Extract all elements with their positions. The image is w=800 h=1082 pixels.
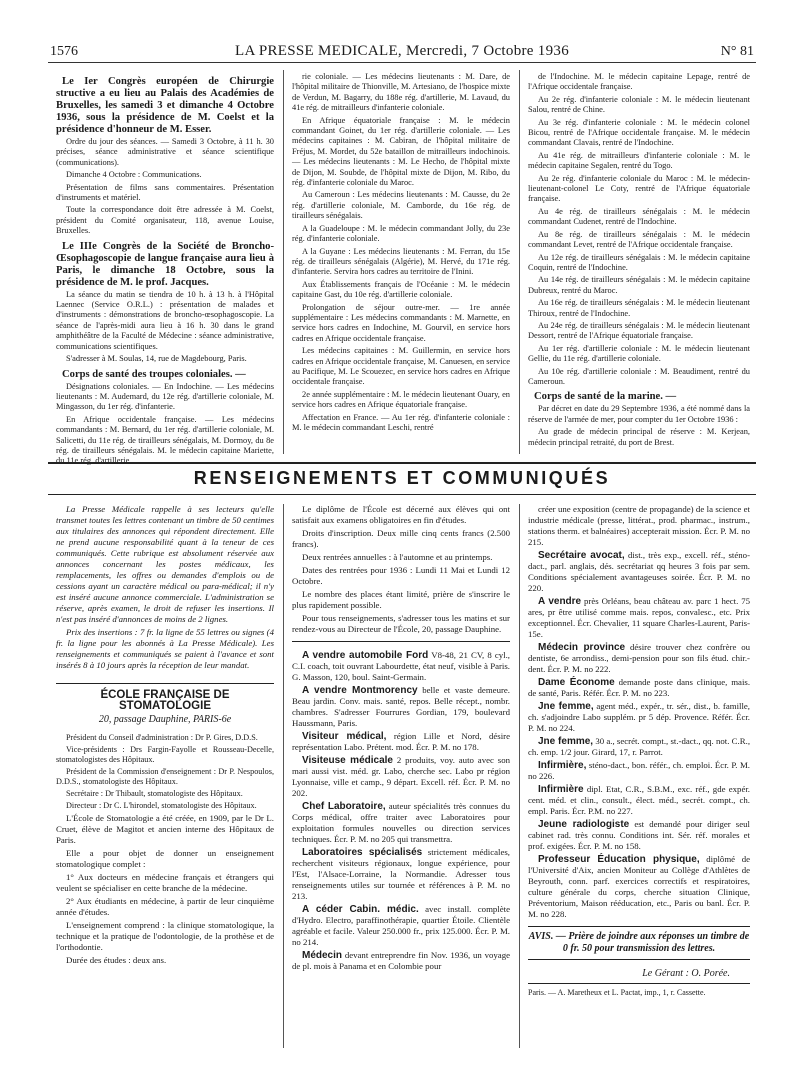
article-paragraph: Au 12e rég. de tirailleurs sénégalais : M. le médecin capitaine Coquin, rentré de l'Indochine. xyxy=(528,252,750,272)
article-paragraph: Au Cameroun : Les médecins lieutenants : M. Causse, du 2e rég. d'artillerie coloniale, M. Camborde, du 16e rég. de tirailleurs sénégalais. xyxy=(292,190,510,221)
classified-ad xyxy=(528,550,750,594)
issue-number: N° 81 xyxy=(720,44,754,59)
classified-ad xyxy=(292,847,510,902)
school-name: ÉCOLE FRANÇAISE DE STOMATOLOGIE xyxy=(56,683,274,712)
ad-heading: Dame Économe xyxy=(538,677,615,688)
staff-entry: Directeur : Dr C. L'hirondel, stomatologiste des Hôpitaux. xyxy=(66,801,257,810)
article-paragraph: Au 2e rég. d'infanterie coloniale du Maroc : M. le médecin-lieutenant-colonel Le Coty, rentré de l'Afrique équatoriale française. xyxy=(528,173,750,204)
notice-paragraph: La Presse Médicale rappelle à ses lecteurs qu'elle transmet toutes les lettres contenant un timbre de 50 centimes aux titulaires des annonces qui répondent directement. Elle ne prend aucune responsabilité quant à la teneur de ces communiqués. Cette rubrique est absolument réservée aux annonces concernant les postes médicaux, les remplacements, les offres ou demandes d'emplois ou de cessions ayant un caractère médical ou para-médical; il n'y est inséré aucune annonce commerciale. L'administration se réserve, après examen, le droit de refuser les insertions. Il n'est pas inséré d'annonces de moins de 2 lignes. xyxy=(56,504,274,624)
staff-entry: Secrétaire : Dr Thibault, stomatologiste des Hôpitaux. xyxy=(66,789,243,798)
page-header xyxy=(48,42,756,63)
school-paragraph: L'enseignement comprend : la clinique stomatologique, la technique et la pratique de l'odontologie, de la prothèse et de l'orthodontie. xyxy=(56,920,274,952)
ad-heading: A vendre automobile Ford xyxy=(302,650,429,661)
ad-text: 30 a., secrét. compt., st.-dact., qq. not. C.R., ch. emp. 1/2 jour. Girard, 17, r. Parrot. xyxy=(528,736,751,757)
article-paragraph: Au 4e rég. de tirailleurs sénégalais : M. le médecin commandant Cudenet, rentré de l'Indochine. xyxy=(528,206,750,227)
ad-heading: Infirmière, xyxy=(538,760,587,771)
classified-ad xyxy=(528,504,750,548)
article-paragraph: A la Guyane : Les médecins lieutenants : M. Ferran, du 15e rég. de tirailleurs sénégalais (Algérie), M. Hervé, du 171e rég. d'infanterie. Servira hors cadres au territoire de l'Inini. xyxy=(292,246,510,277)
classified-ad xyxy=(528,596,750,640)
article-paragraph: Au 14e rég. de tirailleurs sénégalais : M. le médecin capitaine Dubreux, rentré du Maroc. xyxy=(528,275,750,295)
article-paragraph: Présentation de films sans commentaires. Présentation d'instruments et matériel. xyxy=(56,182,274,203)
school-paragraph: Durée des études : deux ans. xyxy=(66,955,167,965)
top-left-column xyxy=(56,72,274,466)
classified-ad xyxy=(528,677,750,699)
ad-heading: Professeur Éducation physique, xyxy=(538,854,700,865)
classified-ad xyxy=(528,736,750,758)
article-paragraph: 2e année supplémentaire : M. le médecin lieutenant Ouary, en service hors cadres en Afrique équatoriale française. xyxy=(292,389,510,410)
classified-ad xyxy=(292,731,510,753)
section-heading-band xyxy=(48,462,756,495)
bottom-left-column xyxy=(56,504,274,1048)
ad-heading: Infirmière xyxy=(538,784,584,795)
article-paragraph: En Afrique équatoriale française : M. le médecin commandant Goinet, du 1er rég. d'artillerie coloniale. — Les médecins capitaines : M. Cabiran, de l'hôpital militaire de Fréjus, M. Mordet, du 52e bataillon de mitrailleurs indochinois. — Les médecins lieutenants : M. Le Hecho, de l'hôpital mixte de Dijon, M. Soubde, de l'hôpital mixte de Dijon, M. Ribo, du rég. d'infanterie coloniale du Maroc. xyxy=(292,115,510,188)
column-divider xyxy=(283,70,284,454)
ad-text: V8-48, 21 CV, 8 cyl., C.I. coach, toit ouvrant Labourdette, état neuf, visible à Paris. G. Masson, 120, boul. Saint-Germain. xyxy=(292,650,511,682)
article-heading: Le Ier Congrès européen de Chirurgie structive a eu lieu au Palais des Académies de Bruxelles, les samedi 3 et dimanche 4 Octobre 1936, sous la présidence de M. Coelst et la présidence d'honneur de M. Esser. xyxy=(56,76,274,135)
article-paragraph: Aux Établissements français de l'Océanie : M. le médecin capitaine Gast, du 10e rég. d'artillerie coloniale. xyxy=(292,279,510,300)
ad-text: est demandé pour diriger seul cabinet rad. très connu. Conditions int. Sér. réf. morales et prof. exigées. Écr. P. M. no 158. xyxy=(528,819,750,851)
article-paragraph: Au 3e rég. d'infanterie coloniale : M. le médecin colonel Bicou, rentré de l'Afrique occidentale française. M. le médecin commandant Clavais, rentré de l'Indochine. xyxy=(528,117,750,148)
ad-heading: A vendre Montmorency xyxy=(302,685,418,696)
ad-text: sténo-dact., bon. référ., ch. emploi. Écr. P. M. no 226. xyxy=(528,760,750,781)
column-divider xyxy=(283,504,284,1048)
bottom-right-column xyxy=(528,504,750,1048)
printer-line: Paris. — A. Maretheux et L. Pactat, imp., 1, r. Cassette. xyxy=(528,983,750,998)
ad-text: désire trouver chez confrère ou dentiste, 6e arrondiss., demi-pension pour son fils étud. chir.-dent. Écr. P. M. no 222. xyxy=(528,642,750,674)
classified-ads-list xyxy=(528,504,750,920)
gerant-signature: Le Gérant : O. Porée. xyxy=(642,968,730,979)
article-paragraph: Dimanche 4 Octobre : Communications. xyxy=(66,170,202,180)
article-paragraph: La séance du matin se tiendra de 10 h. à 13 h. à l'Hôpital Laennec (Service O.R.L.) : présentation de malades et d'instruments : démonstrations de broncho-œsophagoscopie. La séance de l'après-midi aura lieu à 16 h. 30 dans le grand amphithéâtre de la Faculté de Médecine : séance administrative, communications scientifiques. xyxy=(56,289,274,351)
article-paragraph: Affectation en France. — Au 1er rég. d'infanterie coloniale : M. le médecin commandant Leschi, rentré xyxy=(292,412,510,432)
article-heading: Corps de santé des troupes coloniales. — xyxy=(62,368,246,380)
article-paragraph: Ordre du jour des séances. — Samedi 3 Octobre, à 11 h. 30 précises, séance administrative et séance scientifique (communications). xyxy=(56,137,274,167)
article-paragraph: Désignations coloniales. — En Indochine. — Les médecins lieutenants : M. Audemard, du 12e rég. d'artillerie coloniale, M. Mingasson, du 1er rég. d'infanterie. xyxy=(56,381,274,412)
classified-ad xyxy=(528,854,750,920)
notice-block xyxy=(56,504,274,671)
school-details xyxy=(292,504,510,635)
ad-text: région Lille et Nord, désire représentation Labo. Prétent. mod. Écr. P. M. no 178. xyxy=(292,731,511,752)
ad-heading: Visiteur médical, xyxy=(302,731,387,742)
school-description xyxy=(56,813,274,966)
classified-ad xyxy=(292,950,510,972)
article-paragraph: Au 41e rég. de mitrailleurs d'infanterie coloniale : M. le médecin capitaine Segalen, rentré du Togo. xyxy=(528,150,750,171)
ad-text: demande poste dans clinique, mais. de santé, Paris. Référ. Écr. P. M. no 223. xyxy=(528,677,751,698)
journal-title: LA PRESSE MEDICALE, Mercredi, 7 Octobre 1936 xyxy=(235,43,569,59)
article-paragraph: de l'Indochine. M. le médecin capitaine Lepage, rentré de l'Afrique occidentale française. xyxy=(528,72,750,92)
article-paragraph: En Afrique occidentale française. — Les médecins commandants : M. Bernard, du 1er rég. d'artillerie coloniale, M. Salicetti, du 11e rég. de tirailleurs sénégalais, M. Dormoy, du 8e rég. de tirailleurs sénégalais. M. le médecin capitaine Mariette, du 11e rég. d'artillerie xyxy=(56,414,274,466)
section-title: RENSEIGNEMENTS ET COMMUNIQUÉS xyxy=(193,468,611,488)
classified-ad xyxy=(292,904,510,948)
classified-ad xyxy=(292,755,510,799)
ad-text: auteur spécialités très connues du Corps médical, offre traiter avec Laboratoires pour exploitation formules nouvelles ou direction services techniques. Écr. P. M. no 205 qui transmettra. xyxy=(292,801,510,844)
article-paragraph: Au 16e rég. de tirailleurs sénégalais : M. le médecin lieutenant Thiroux, rentré de l'Indochine. xyxy=(528,298,750,318)
classified-ad xyxy=(292,685,510,729)
staff-entry: Président du Conseil d'administration : Dr P. Gires, D.D.S. xyxy=(66,733,258,742)
school-paragraph: L'École de Stomatologie a été créée, en 1909, par le Dr L. Cruet, élève de Magitot et ancien interne des Hôpitaux de Paris. xyxy=(56,813,274,845)
classified-ad xyxy=(528,642,750,675)
column-divider xyxy=(519,70,520,454)
article-paragraph: Prolongation de séjour outre-mer. — 1re année supplémentaire : Les médecins commandants : M. Marnette, en service hors cadres en Indochine, M. Gourvil, en service hors cadres en Afrique occidentale française. xyxy=(292,302,510,343)
ad-heading: Médecin xyxy=(302,950,343,961)
ad-text: créer une exposition (centre de propagande) de la science et industrie médicale (presse, littérat., prod. pharmac., instrum., stations therm. et balnéaires) accepterait mission. Écr. P. M. no 215. xyxy=(528,504,750,547)
classified-ad xyxy=(292,650,510,683)
article-paragraph: Par décret en date du 29 Septembre 1936, a été nommé dans la réserve de l'armée de mer, pour compter du 1er Octobre 1936 : xyxy=(528,404,750,424)
column-divider xyxy=(519,504,520,1048)
page-number: 1576 xyxy=(50,44,78,59)
school-paragraph: 1° Aux docteurs en médecine français et étrangers qui veulent se spécialiser en cette branche de la médecine. xyxy=(56,872,274,893)
article-paragraph: Au 1er rég. d'artillerie coloniale : M. le médecin lieutenant Gellie, du 11e rég. d'artillerie coloniale. xyxy=(528,343,750,364)
school-detail-paragraph: Droits d'inscription. Deux mille cinq cents francs (2.500 francs). xyxy=(292,528,510,549)
article-paragraph: rie coloniale. — Les médecins lieutenants : M. Dare, de l'hôpital militaire de Thionville, M. Artesiano, de l'hospice mixte de Verdun, M. Bagarry, du 188e rég. d'artillerie, M. Lavaud, du 41e rég. de mitrailleurs d'infanterie coloniale. xyxy=(292,72,510,113)
staff-entry: Président de la Commission d'enseignement : Dr P. Nespoulos, D.D.S., stomatologiste des Hôpitaux. xyxy=(56,767,274,786)
ad-text: dist., très exp., excell. réf., sténo-dact., parl. anglais, dés. secrétariat qq heures 3 fois par sem. Conditions spécialement avantageuses soirée. Écr. P. M. no 220. xyxy=(528,550,750,593)
ad-text: strictement médicales, recherchent visiteurs régionaux, longue expérience, pour l'Est, l'Alsace-Lorraine, la Normandie. Adresser tous renseignements utiles sur tournée et références à P. M. no 213. xyxy=(292,847,510,901)
ad-text: 2 produits, voy. auto avec son mari aussi vist. méd. gr. Labo, cherche sec. Labo pr région Lyonnaise, ville et camp., 9 départ. Excell. réf. Écr. P. M. no 202. xyxy=(292,755,511,798)
article-paragraph: Au 10e rég. d'artillerie coloniale : M. Beaudiment, rentré du Cameroun. xyxy=(528,366,750,386)
ad-heading: Médecin province xyxy=(538,642,626,653)
ad-heading: Laboratoires spécialisés xyxy=(302,847,423,858)
staff-entry: Vice-présidents : Drs Fargin-Fayolle et Rousseau-Decelle, stomatologistes des Hôpitaux. xyxy=(56,745,274,764)
ad-heading: Chef Laboratoire, xyxy=(302,801,386,812)
ad-text: belle et vaste demeure. Beau jardin. Conv. mais. santé, repos. Belle récept., nombr. chambres. S'adresser Fourrures Gordian, 179, boulevard Haussmann, Paris. xyxy=(292,685,510,728)
top-middle-column xyxy=(292,72,510,456)
article-paragraph: Les médecins capitaines : M. Guillermin, en service hors cadres en Afrique occidentale française, M. Canuesen, en service au Pacifique, M. Le Scouezec, en service hors cadres en Afrique occidentale française. xyxy=(292,346,510,387)
ad-text: près Orléans, beau château av. parc 1 hect. 75 ares, pr être utilisé comme mais. repos, convalesc., etc. Prix exceptionnel. Écr. Chevalier, 11 square Charles-Laurent, Paris-15e. xyxy=(528,596,751,639)
article-paragraph: S'adresser à M. Soulas, 14, rue de Magdebourg, Paris. xyxy=(66,354,247,364)
ad-heading: Jeune radiologiste xyxy=(538,819,630,830)
ad-text: dipl. Etat, C.R., S.B.M., exc. réf., gde expér. cent. méd. et clin., consult., élect. méd., secrét. compt., ch. empl. Paris. Écr. P.M. no 227. xyxy=(528,784,751,816)
bottom-middle-column xyxy=(292,504,510,1048)
article-paragraph: Au 2e rég. d'infanterie coloniale : M. le médecin lieutenant Salou, rentré de Chine. xyxy=(528,94,750,115)
school-detail-paragraph: Dates des rentrées pour 1936 : Lundi 11 Mai et Lundi 12 Octobre. xyxy=(292,565,510,586)
school-staff-list xyxy=(56,733,274,811)
top-right-column xyxy=(528,72,750,456)
school-address: 20, passage Dauphine, PARIS-6e xyxy=(98,714,232,725)
classified-ad xyxy=(528,701,750,734)
ad-text: devant entreprendre fin Nov. 1936, un voyage de pl. mois à Panama et en Colombie pour xyxy=(292,950,510,971)
notice-paragraph: Prix des insertions : 7 fr. la ligne de 55 lettres ou signes (4 fr. la ligne pour les abonnés à La Presse Médicale). Les renseignements et communiqués se paient à l'avance et sont insérés 8 à 10 jours après la réception de leur mandat. xyxy=(56,627,274,670)
avis-notice: AVIS. — Prière de joindre aux réponses un timbre de 0 fr. 50 pour transmission des lettres. xyxy=(528,926,750,960)
article-heading: Corps de santé de la marine. — xyxy=(534,391,677,403)
school-detail-paragraph: Le nombre des places étant limité, prière de s'inscrire le plus rapidement possible. xyxy=(292,589,510,610)
ad-heading: Jne femme, xyxy=(538,736,594,747)
article-paragraph: Au grade de médecin principal de réserve : M. Kerjean, médecin principal retraité, du port de Brest. xyxy=(528,427,750,447)
school-detail-paragraph: Deux rentrées annuelles : à l'automne et au printemps. xyxy=(302,552,493,562)
classified-ad xyxy=(528,819,750,852)
ad-text: agent méd., expér., tr. sér., dist., b. famille, ch. s'adjoindre Labo supplém. pr 5 dép. Provence. Référ. Écr. P. M. no 224. xyxy=(528,701,751,733)
article-paragraph: Au 8e rég. de tirailleurs sénégalais : M. le médecin commandant Levet, rentré de l'Afrique occidentale française. xyxy=(528,229,750,250)
ad-text: diplômé de l'Université d'Aix, ancien Moniteur au Collège d'Athlètes de Beyrouth, conn. parf. exercices correctifs et respiratoires, culture générale du corps, cherche situation Clinique, Préventorium, Maison rééducation, etc., Paris ou banl. Écr. P. M. no 228. xyxy=(528,854,750,919)
classified-ad xyxy=(528,784,750,817)
article-paragraph: Toute la correspondance doit être adressée à M. Coelst, président du Comité organisateur, 118, avenue Louise, Bruxelles. xyxy=(56,205,274,236)
school-detail-paragraph: Le diplôme de l'École est décerné aux élèves qui ont satisfait aux examens obligatoires en fin d'études. xyxy=(292,504,510,525)
classified-ads-list xyxy=(292,650,510,972)
ad-text: avec install. complète d'Hydro. Electro, paraffinothérapie, quartier Étoile. Clientèle agréable et facile. Valeur 250.000 fr., prix 125.000. Écr. P. M. no 214. xyxy=(292,904,511,947)
ad-heading: Jne femme, xyxy=(538,701,594,712)
ad-heading: A vendre xyxy=(538,596,582,607)
classified-ad xyxy=(292,801,510,845)
ad-heading: Visiteuse médicale xyxy=(302,755,393,766)
school-detail-paragraph: Pour tous renseignements, s'adresser tous les matins et sur rendez-vous au Directeur de l'École, 20, passage Dauphine. xyxy=(292,613,510,634)
school-paragraph: 2° Aux étudiants en médecine, à partir de leur cinquième année d'études. xyxy=(56,896,274,917)
article-paragraph: Au 24e rég. de tirailleurs sénégalais : M. le médecin lieutenant Dessort, rentré de l'Afrique équatoriale française. xyxy=(528,320,750,341)
classified-ad xyxy=(528,760,750,782)
article-heading: Le IIIe Congrès de la Société de Broncho-Œsophagoscopie de langue française aura lieu à Paris, le dimanche 18 Octobre, sous la présidence de M. le prof. Jacques. xyxy=(56,240,274,288)
article-paragraph: A la Guadeloupe : M. le médecin commandant Jolly, du 23e rég. d'infanterie coloniale. xyxy=(292,223,510,244)
school-paragraph: Elle a pour objet de donner un enseignement stomatologique complet : xyxy=(56,848,274,869)
ad-heading: A céder Cabin. médic. xyxy=(302,904,419,915)
ad-heading: Secrétaire avocat, xyxy=(538,550,625,561)
